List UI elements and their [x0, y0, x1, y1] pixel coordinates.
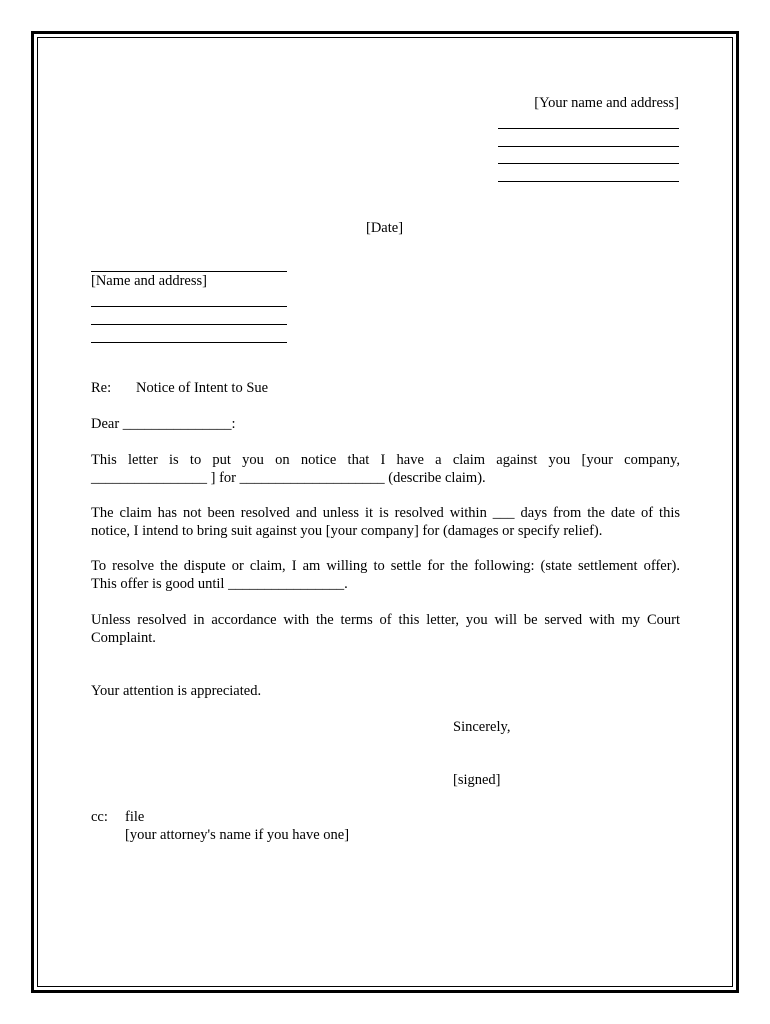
re-subject: Notice of Intent to Sue — [136, 380, 269, 396]
paragraph-settlement-offer-line-2: This offer is good until ________________. — [91, 576, 348, 592]
sender-placeholder: [Your name and address] — [534, 95, 679, 111]
sender-address-line-1 — [498, 128, 679, 129]
paragraph-claim-notice — [91, 451, 680, 487]
re-label: Re: — [91, 380, 112, 396]
paragraph-claim-notice-line-1: This letter is to put you on notice that I have a claim against you [your company, — [91, 452, 680, 468]
sender-address-line-3 — [498, 163, 679, 164]
paragraph-intent-to-sue-line-2: notice, I intend to bring suit against you [your company] for (damages or specify relief). — [91, 523, 603, 539]
recipient-address-line-1 — [91, 306, 287, 307]
cc-label: cc: — [91, 809, 108, 825]
cc-item-file: file — [125, 809, 145, 825]
sender-address-line-4 — [498, 181, 679, 182]
salutation: Dear _______________: — [91, 416, 236, 432]
recipient-address-line-3 — [91, 342, 287, 343]
paragraph-court-complaint-line-2: Complaint. — [91, 630, 156, 646]
paragraph-claim-notice-line-2: ________________ ] for ____________________ (describe claim). — [91, 470, 486, 486]
sender-address-line-2 — [498, 146, 679, 147]
paragraph-intent-to-sue-line-1: The claim has not been resolved and unless it is resolved within ___ days from the date of this — [91, 505, 680, 521]
recipient-address-line-2 — [91, 324, 287, 325]
signature-placeholder: [signed] — [453, 772, 501, 788]
recipient-placeholder: [Name and address] — [91, 273, 207, 289]
paragraph-settlement-offer — [91, 557, 680, 593]
paragraph-intent-to-sue — [91, 504, 680, 540]
paragraph-court-complaint-line-1: Unless resolved in accordance with the terms of this letter, you will be served with my Court — [91, 612, 680, 628]
paragraph-court-complaint — [91, 611, 680, 647]
paragraph-settlement-offer-line-1: To resolve the dispute or claim, I am willing to settle for the following: (state settlement offer). — [91, 558, 680, 574]
cc-item-attorney: [your attorney's name if you have one] — [125, 827, 350, 843]
date-placeholder: [Date] — [366, 220, 404, 236]
signoff: Sincerely, — [453, 719, 511, 735]
closing-line: Your attention is appreciated. — [91, 683, 262, 699]
